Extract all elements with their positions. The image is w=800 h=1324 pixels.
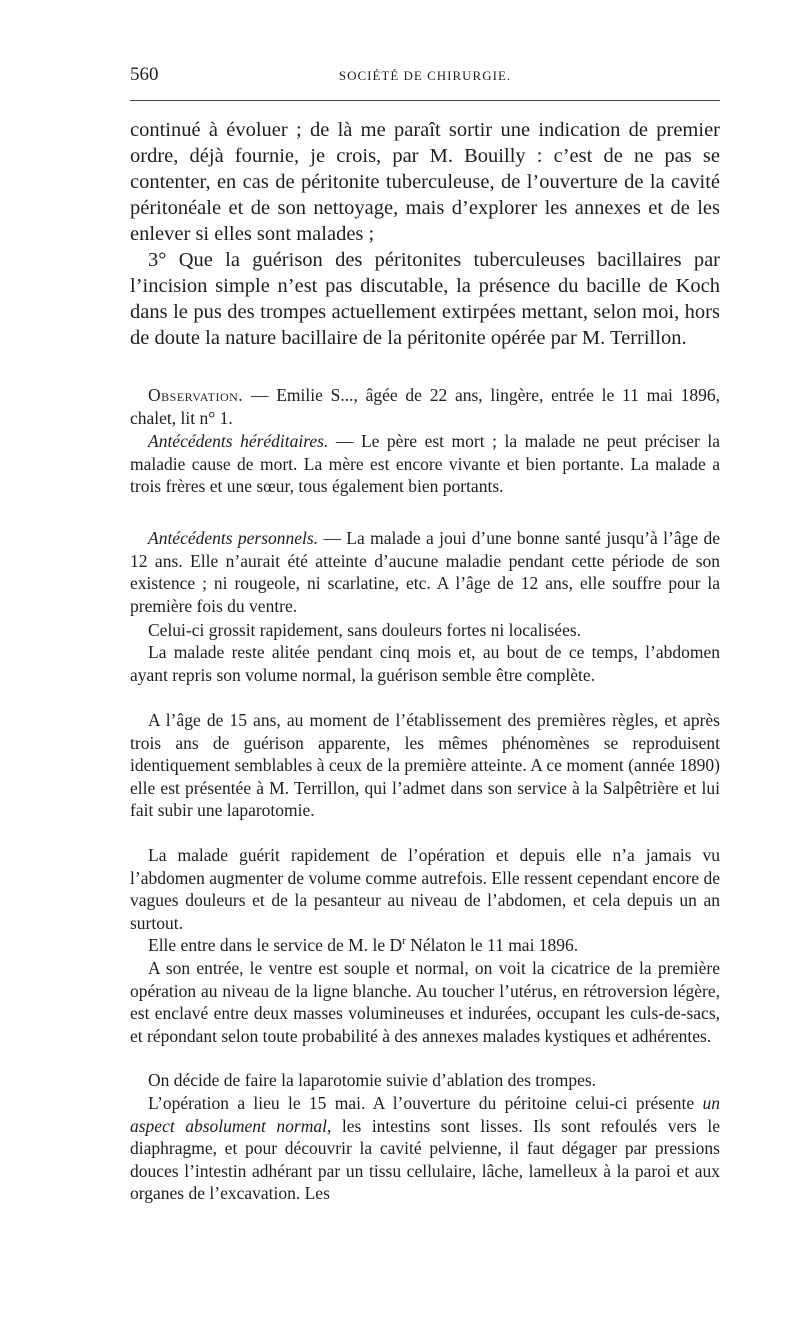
hereditary-paragraph (130, 430, 720, 498)
observation-label: Observation. (148, 385, 244, 405)
page-header (130, 62, 720, 92)
operation-italic: un aspect absolument normal (130, 1093, 720, 1136)
operation-text-b: , les intestins sont lisses. Ils sont refoulés vers le diaphragme, et pour découvrir la cavité pelvienne, il faut dégager par pressions douces l’intestin adhérant par un tissu cellulaire, lâche, lamelleux à la paroi et aux organes de l’excavation. Les (130, 1115, 720, 1203)
operation-text-a: L’opération a lieu le 15 mai. A l’ouverture du péritoine celui-ci présente (148, 1093, 703, 1113)
paragraph-celui-ci: Celui-ci grossit rapidement, sans douleurs fortes ni localisées. (148, 620, 582, 640)
page-number: 560 (130, 64, 159, 85)
personal-label: Antécédents personnels. (148, 528, 319, 548)
paragraph-guerit: La malade guérit rapidement de l’opération et depuis elle n’a jamais vu l’abdomen augmenter de volume comme autrefois. Elle ressent cependant encore de vagues douleurs et de la pesanteur au niveau de l’abdomen, et cela depuis un an surtout. (130, 845, 720, 933)
running-head: SOCIÉTÉ DE CHIRURGIE. (338, 68, 512, 83)
entre-text-a: Elle entre dans le service de M. le D (148, 935, 403, 955)
body-paragraph-2: 3° Que la guérison des péritonites tuberculeuses bacillaires par l’incision simple n’est pas discutable, la présence du bacille de Koch dans le pus des trompes actuellement extirpées mettant, selon moi, hors de doute la nature bacillaire de la péritonite opérée par M. Terrillon. (130, 249, 720, 349)
hereditary-label: Antécédents héréditaires. (148, 431, 329, 451)
personal-text: — La malade a joui d’une bonne santé jusqu’à l’âge de 12 ans. Elle n’aurait été atteinte d’aucune maladie pendant cette période de son existence ; ni rougeole, ni scarlatine, etc. A l’âge de 12 ans, elle souffre pour la première fois du ventre. (130, 528, 721, 616)
paragraph-alitee: La malade reste alitée pendant cinq mois et, au bout de ce temps, l’abdomen ayant repris son volume normal, la guérison semble être complète. (130, 642, 720, 685)
body-paragraph-1: continué à évoluer ; de là me paraît sortir une indication de premier ordre, déjà fournie, je crois, par M. Bouilly : c’est de ne pas se contenter, en cas de péritonite tuberculeuse, de l’ouverture de la cavité péritonéale et de son nettoyage, mais d’explorer les annexes et de les enlever si elles sont malades ; (130, 119, 720, 245)
entre-text-b: Nélaton le 11 mai 1896. (405, 935, 579, 955)
entre-superscript: r (402, 935, 406, 948)
paragraph-entree: A son entrée, le ventre est souple et normal, on voit la cicatrice de la première opération au niveau de la ligne blanche. Au toucher l’utérus, en rétroversion légère, est enclavé entre deux masses volumineuses et indurées, occupant les culs-de-sacs, et répondant selon toute probabilité à des annexes malades kystiques et adhérentes. (130, 958, 720, 1046)
paragraph-decide: On décide de faire la laparotomie suivie d’ablation des trompes. (148, 1070, 597, 1090)
hereditary-text: — Le père est mort ; la malade ne peut préciser la maladie cause de mort. La mère est encore vivante et bien portante. La malade a trois frères et une sœur, tous également bien portants. (130, 431, 720, 496)
observation-text: — Emilie S..., âgée de 22 ans, lingère, entrée le 11 mai 1896, chalet, lit n° 1. (130, 385, 720, 428)
header-rule (130, 100, 720, 101)
paragraph-15-ans: A l’âge de 15 ans, au moment de l’établissement des premières règles, et après trois ans de guérison apparente, les mêmes phénomènes se reproduisent identiquement semblables à ceux de la première atteinte. A ce moment (année 1890) elle est présentée à M. Terrillon, qui l’admet dans son service à la Salpêtrière et lui fait subir une laparotomie. (130, 710, 720, 820)
paragraph-operation (130, 1092, 720, 1205)
observation-heading (130, 384, 720, 429)
personal-paragraph (130, 527, 720, 617)
paragraph-entre (130, 934, 720, 957)
